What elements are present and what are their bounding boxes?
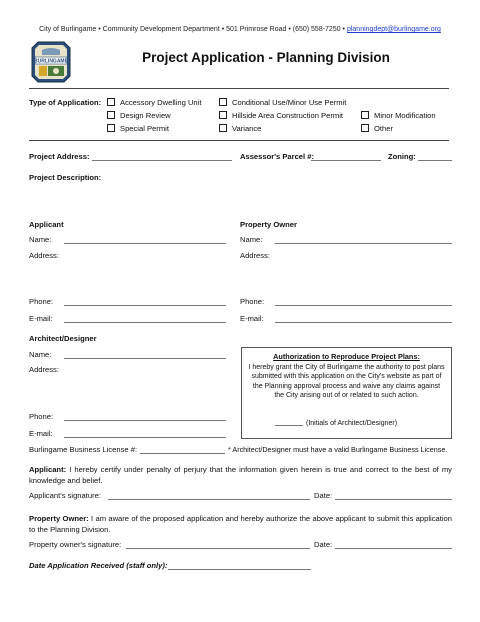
owner-date-field[interactable]	[335, 548, 452, 549]
owner-phone-field[interactable]	[275, 305, 452, 306]
staff-received-label: Date Application Received (staff only):	[29, 561, 168, 570]
project-address-label: Project Address:	[29, 152, 90, 161]
minor-modification-label: Minor Modification	[374, 111, 436, 120]
hillside-label: Hillside Area Construction Permit	[232, 111, 343, 120]
owner-signature-field[interactable]	[126, 548, 310, 549]
owner-date-label: Date:	[314, 540, 333, 549]
business-license-label: Burlingame Business License #:	[29, 445, 138, 454]
architect-phone-label: Phone:	[29, 412, 54, 421]
architect-phone-field[interactable]	[64, 420, 226, 421]
applicant-heading: Applicant	[29, 220, 64, 229]
applicant-email-field[interactable]	[64, 322, 226, 323]
zoning-field[interactable]	[418, 160, 452, 161]
applicant-signature-field[interactable]	[108, 499, 310, 500]
applicant-name-label: Name:	[29, 235, 52, 244]
applicant-phone-label: Phone:	[29, 297, 54, 306]
owner-cert-text: I am aware of the proposed application and hereby authorize the above applicant to submit this application to the Planning Division.	[29, 514, 452, 534]
parcel-label: Assessor's Parcel #:	[240, 152, 314, 161]
design-review-checkbox[interactable]	[107, 111, 115, 119]
cup-checkbox[interactable]	[219, 98, 227, 106]
page-title: Project Application - Planning Division	[142, 50, 390, 65]
application-type-label: Type of Application:	[29, 98, 102, 107]
applicant-name-field[interactable]	[64, 243, 226, 244]
initials-field[interactable]	[275, 425, 303, 426]
type-divider	[29, 140, 449, 141]
design-review-label: Design Review	[120, 111, 171, 120]
staff-received-field[interactable]	[168, 569, 311, 570]
city-seal-logo	[30, 40, 72, 84]
minor-modification-checkbox[interactable]	[361, 111, 369, 119]
business-license-note: * Architect/Designer must have a valid Burlingame Business License.	[228, 445, 448, 454]
special-permit-checkbox[interactable]	[107, 124, 115, 132]
applicant-cert-lead: Applicant:	[29, 465, 67, 474]
owner-email-label: E-mail:	[240, 314, 264, 323]
parcel-field[interactable]	[311, 160, 381, 161]
owner-cert-lead: Property Owner:	[29, 514, 89, 523]
project-description-label: Project Description:	[29, 173, 102, 182]
variance-checkbox[interactable]	[219, 124, 227, 132]
applicant-date-field[interactable]	[335, 499, 452, 500]
other-label: Other	[374, 124, 393, 133]
logo-wordmark: BURLINGAME	[34, 58, 68, 65]
applicant-email-label: E-mail:	[29, 314, 53, 323]
project-address-field[interactable]	[92, 160, 232, 161]
cup-label: Conditional Use/Minor Use Permit	[232, 98, 347, 107]
special-permit-label: Special Permit	[120, 124, 169, 133]
applicant-phone-field[interactable]	[64, 305, 226, 306]
applicant-cert-text: I hereby certify under penalty of perjury that the information given herein is true and correct to the best of my knowledge and belief.	[29, 465, 452, 485]
hillside-checkbox[interactable]	[219, 111, 227, 119]
applicant-certification	[29, 464, 452, 486]
architect-email-field[interactable]	[64, 437, 226, 438]
adu-label: Accessory Dwelling Unit	[120, 98, 202, 107]
architect-address-label: Address:	[29, 365, 59, 374]
authorization-title: Authorization to Reproduce Project Plans:	[273, 352, 420, 361]
variance-label: Variance	[232, 124, 262, 133]
architect-name-field[interactable]	[64, 358, 226, 359]
owner-name-label: Name:	[240, 235, 263, 244]
architect-heading: Architect/Designer	[29, 334, 97, 343]
owner-heading: Property Owner	[240, 220, 297, 229]
owner-signature-label: Property owner's signature:	[29, 540, 122, 549]
zoning-label: Zoning:	[388, 152, 416, 161]
owner-phone-label: Phone:	[240, 297, 265, 306]
owner-certification	[29, 513, 452, 535]
owner-email-field[interactable]	[275, 322, 452, 323]
other-checkbox[interactable]	[361, 124, 369, 132]
business-license-field[interactable]	[140, 453, 225, 454]
org-line: City of Burlingame • Community Development Department • 501 Primrose Road • (650) 558-7250 •	[39, 26, 346, 33]
applicant-address-label: Address:	[29, 251, 59, 260]
initials-label: (Initials of Architect/Designer)	[306, 420, 398, 427]
adu-checkbox[interactable]	[107, 98, 115, 106]
architect-email-label: E-mail:	[29, 429, 53, 438]
applicant-date-label: Date:	[314, 491, 333, 500]
email-link[interactable]: planningdept@burlingame.org	[346, 26, 441, 33]
owner-name-field[interactable]	[275, 243, 452, 244]
architect-name-label: Name:	[29, 350, 52, 359]
owner-address-label: Address:	[240, 251, 270, 260]
header-contact-line	[0, 26, 480, 33]
applicant-signature-label: Applicant's signature:	[29, 491, 101, 500]
authorization-box	[241, 347, 452, 439]
header-divider	[29, 88, 449, 89]
authorization-text: I hereby grant the City of Burlingame the authority to post plans submitted with this application on the City's website as part of the Planning approval process and waive any claims against the City arising out of or related to such action.	[248, 364, 445, 400]
